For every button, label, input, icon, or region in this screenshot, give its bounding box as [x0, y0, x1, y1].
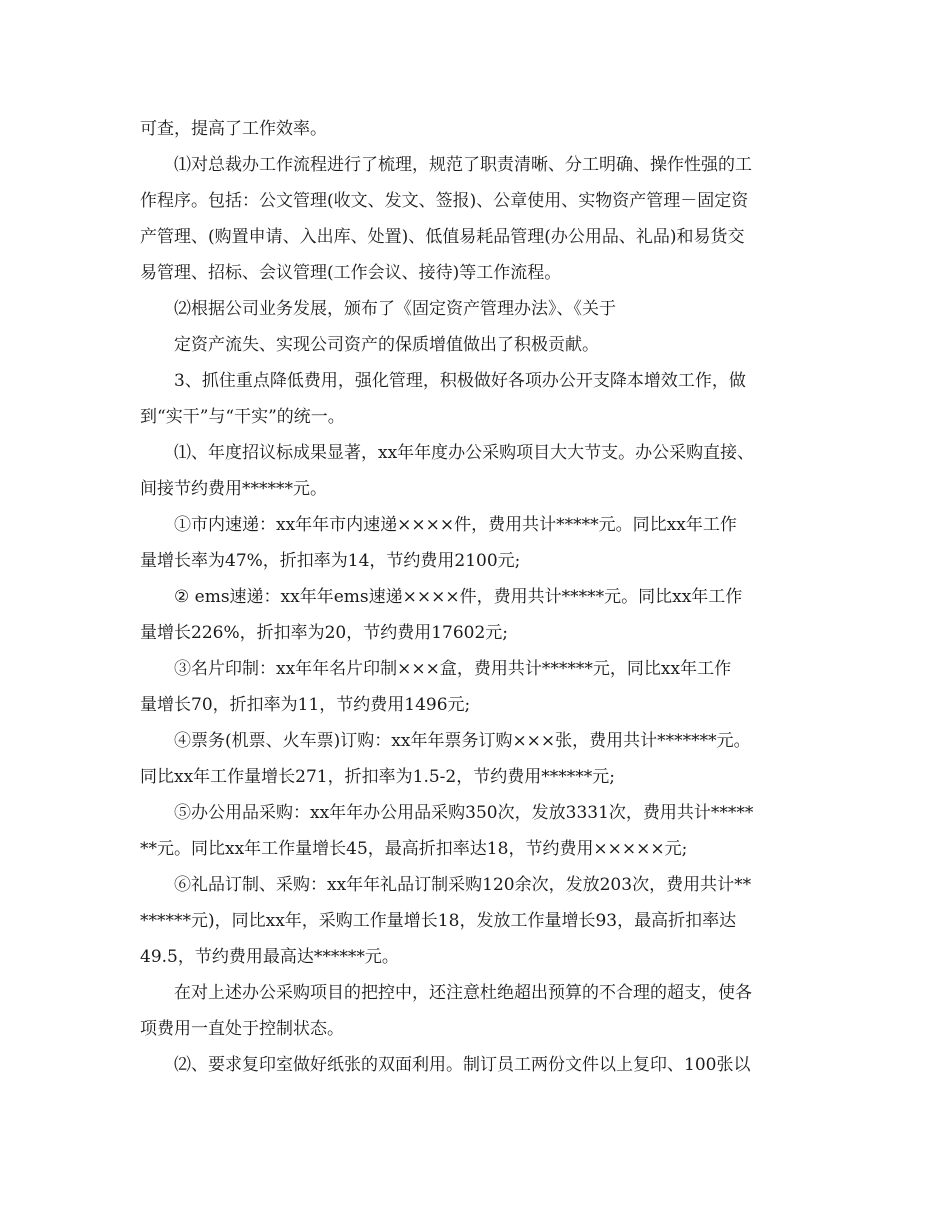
document-body — [140, 111, 820, 1083]
text-line: 作程序。包括：公文管理(收文、发文、签报)、公章使用、实物资产管理－固定资 — [140, 191, 749, 211]
text-line: 产管理、(购置申请、入出库、处置)、低值易耗品管理(办公用品、礼品)和易货交 — [140, 227, 745, 247]
text-line: 项费用一直处于控制状态。 — [140, 1019, 344, 1039]
text-line: 同比xx年工作量增长271，折扣率为1.5-2，节约费用******元; — [140, 767, 615, 787]
text-line: ② ems速递：xx年年ems速递××××件，费用共计*****元。同比xx年工作 — [174, 587, 743, 607]
text-line: ⑤办公用品采购：xx年年办公用品采购350次，发放3331次，费用共计***** — [174, 803, 754, 823]
text-line: 定资产流失、实现公司资产的保质增值做出了积极贡献。 — [174, 335, 599, 355]
text-line: 量增长226%，折扣率为20，节约费用17602元; — [140, 623, 509, 643]
text-line: 间接节约费用******元。 — [140, 479, 327, 499]
text-line: ⑵根据公司业务发展，颁布了《固定资产管理办法》、《关于 — [174, 299, 616, 319]
text-line: ④票务(机票、火车票)订购：xx年年票务订购×××张，费用共计*******元。 — [174, 731, 751, 751]
text-line: ③名片印制：xx年年名片印制×××盒，费用共计******元，同比xx年工作 — [174, 659, 732, 679]
text-line: ******元)，同比xx年，采购工作量增长18，发放工作量增长93，最高折扣率达 — [140, 911, 737, 931]
text-line: 量增长率为47%，折扣率为14，节约费用2100元; — [140, 551, 521, 571]
text-line: 3、抓住重点降低费用，强化管理，积极做好各项办公开支降本增效工作，做 — [174, 371, 746, 391]
text-line: ⑴、年度招议标成果显著，xx年年度办公采购项目大大节支。办公采购直接、 — [174, 443, 755, 463]
text-line: **元。同比xx年工作量增长45，最高折扣率达18，节约费用×××××元; — [140, 839, 688, 859]
text-line: 易管理、招标、会议管理(工作会议、接待)等工作流程。 — [140, 263, 562, 283]
text-line: 可查，提高了工作效率。 — [140, 119, 327, 139]
text-line: 量增长70，折扣率为11，节约费用1496元; — [140, 695, 471, 715]
text-line: ⑥礼品订制、采购：xx年年礼品订制采购120余次，发放203次，费用共计** — [174, 875, 752, 895]
text-line: 在对上述办公采购项目的把控中，还注意杜绝超出预算的不合理的超支，使各 — [174, 983, 752, 1003]
text-line: 49.5，节约费用最高达******元。 — [140, 947, 399, 967]
text-line: ⑵、要求复印室做好纸张的双面利用。制订员工两份文件以上复印、100张以 — [174, 1055, 751, 1075]
text-line: ①市内速递：xx年年市内速递××××件，费用共计*****元。同比xx年工作 — [174, 515, 737, 535]
text-line: 到“实干”与“干实”的统一。 — [140, 407, 345, 427]
text-line: ⑴对总裁办工作流程进行了梳理，规范了职责清晰、分工明确、操作性强的工 — [174, 155, 752, 175]
